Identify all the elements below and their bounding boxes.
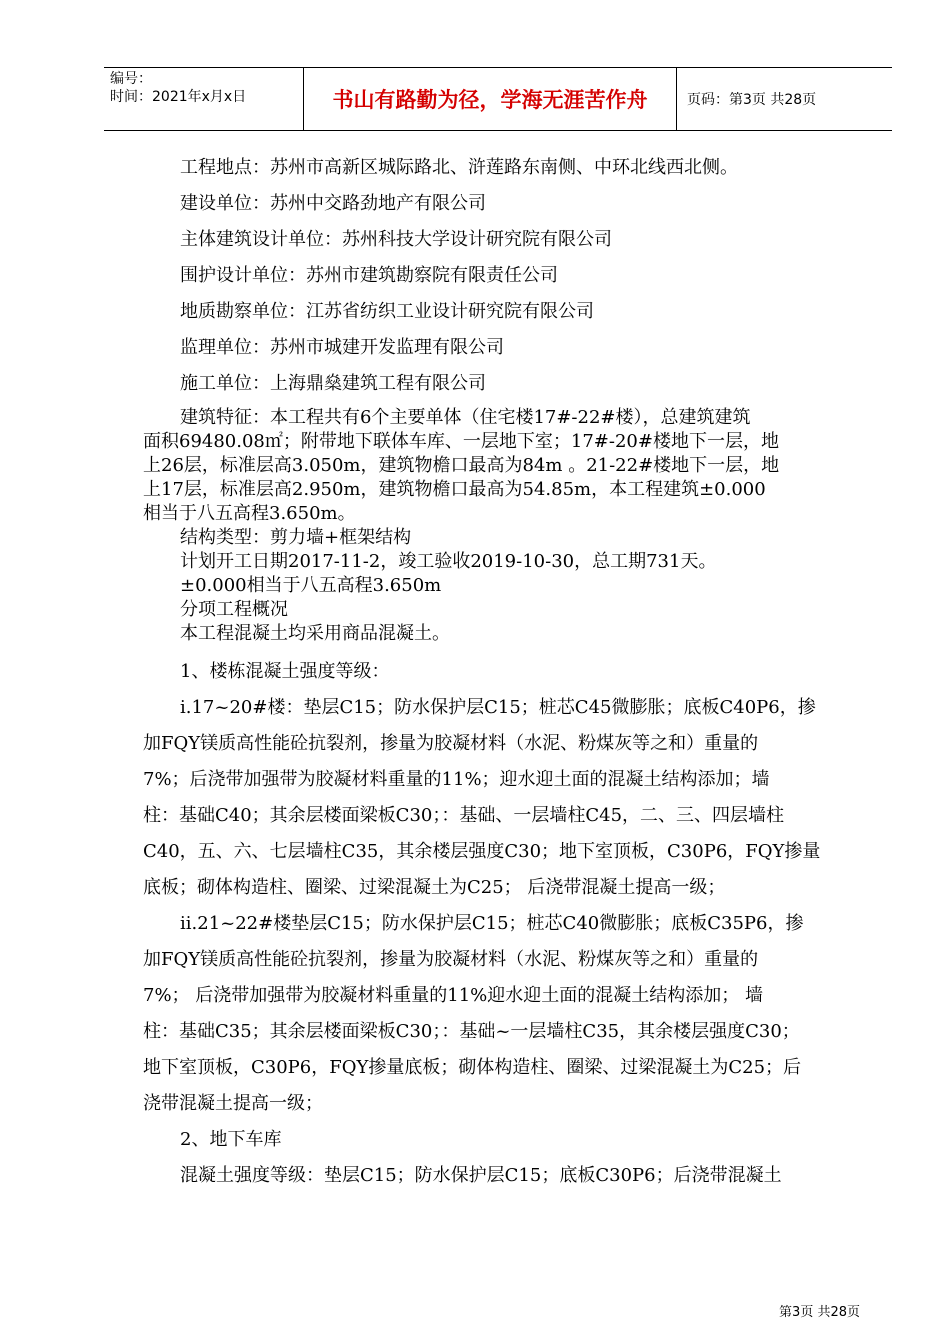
body-line: 加FQY镁质高性能砼抗裂剂，掺量为胶凝材料（水泥、粉煤灰等之和）重量的 — [143, 949, 759, 970]
body-line: 面积69480.08㎡；附带地下联体车库、一层地下室；17#-20#楼地下一层，地 — [143, 431, 779, 452]
body-line: ii.21~22#楼垫层C15；防水保护层C15；桩芯C40微膨胀；底板C35P6，掺 — [180, 913, 804, 934]
body-line: i.17~20#楼：垫层C15；防水保护层C15；桩芯C45微膨胀；底板C40P6，掺 — [180, 697, 816, 718]
body-line: 2、地下车库 — [180, 1129, 282, 1150]
body-line: 柱：基础C35；其余层楼面梁板C30；：基础~一层墙柱C35，其余楼层强度C30； — [143, 1021, 800, 1042]
body-line: 工程地点：苏州市高新区城际路北、浒莲路东南侧、中环北线西北侧。 — [180, 157, 738, 178]
body-line: 施工单位：上海鼎燊建筑工程有限公司 — [180, 373, 486, 394]
body-line: 7%；后浇带加强带为胶凝材料重量的11%；迎水迎土面的混凝土结构添加；墙 — [143, 769, 770, 790]
document-body — [143, 150, 863, 1194]
body-line: 建设单位：苏州中交路劲地产有限公司 — [180, 193, 486, 214]
body-line: 主体建筑设计单位：苏州科技大学设计研究院有限公司 — [180, 229, 612, 250]
body-line: 上17层，标准层高2.950m，建筑物檐口最高为54.85m，本工程建筑±0.000 — [143, 479, 766, 500]
header-page-number: 页码：第3页 共28页 — [687, 92, 817, 108]
body-line: 混凝土强度等级：垫层C15；防水保护层C15；底板C30P6；后浇带混凝土 — [180, 1165, 782, 1186]
body-line: 围护设计单位：苏州市建筑勘察院有限责任公司 — [180, 265, 558, 286]
body-line: 结构类型：剪力墙+框架结构 — [180, 527, 412, 548]
body-line: 加FQY镁质高性能砼抗裂剂，掺量为胶凝材料（水泥、粉煤灰等之和）重量的 — [143, 733, 759, 754]
body-line: 监理单位：苏州市城建开发监理有限公司 — [180, 337, 504, 358]
page-header — [104, 67, 892, 131]
body-line: 建筑特征：本工程共有6个主要单体（住宅楼17#-22#楼），总建筑建筑 — [180, 407, 751, 428]
body-line: 本工程混凝土均采用商品混凝土。 — [180, 623, 450, 644]
body-line: 相当于八五高程3.650m。 — [143, 503, 356, 524]
header-motto: 书山有路勤为径，学海无涯苦作舟 — [304, 68, 677, 130]
body-line: 柱：基础C40；其余层楼面梁板C30；：基础、一层墙柱C45，二、三、四层墙柱 — [143, 805, 785, 826]
body-line: 浇带混凝土提高一级； — [143, 1093, 323, 1114]
body-line: 底板；砌体构造柱、圈梁、过梁混凝土为C25； 后浇带混凝土提高一级； — [143, 877, 726, 898]
body-line: ±0.000相当于八五高程3.650m — [180, 575, 442, 596]
body-line: 7%； 后浇带加强带为胶凝材料重量的11%迎水迎土面的混凝土结构添加； 墙 — [143, 985, 764, 1006]
time-label: 时间：2021年x月x日 — [110, 89, 247, 105]
body-line: 1、楼栋混凝土强度等级： — [180, 661, 390, 682]
body-line: C40，五、六、七层墙柱C35，其余楼层强度C30；地下室顶板，C30P6，FQY掺量 — [143, 841, 821, 862]
number-label: 编号： — [110, 71, 152, 87]
body-line: 地下室顶板，C30P6，FQY掺量底板；砌体构造柱、圈梁、过梁混凝土为C25；后 — [143, 1057, 802, 1078]
body-line: 分项工程概况 — [180, 599, 288, 620]
header-meta — [104, 68, 304, 130]
body-line: 计划开工日期2017-11-2，竣工验收2019-10-30，总工期731天。 — [180, 551, 717, 572]
body-line: 上26层，标准层高3.050m，建筑物檐口最高为84m 。21-22#楼地下一层，地 — [143, 455, 780, 476]
page-footer: 第3页 共28页 — [779, 1305, 860, 1320]
body-line: 地质勘察单位：江苏省纺织工业设计研究院有限公司 — [180, 301, 594, 322]
